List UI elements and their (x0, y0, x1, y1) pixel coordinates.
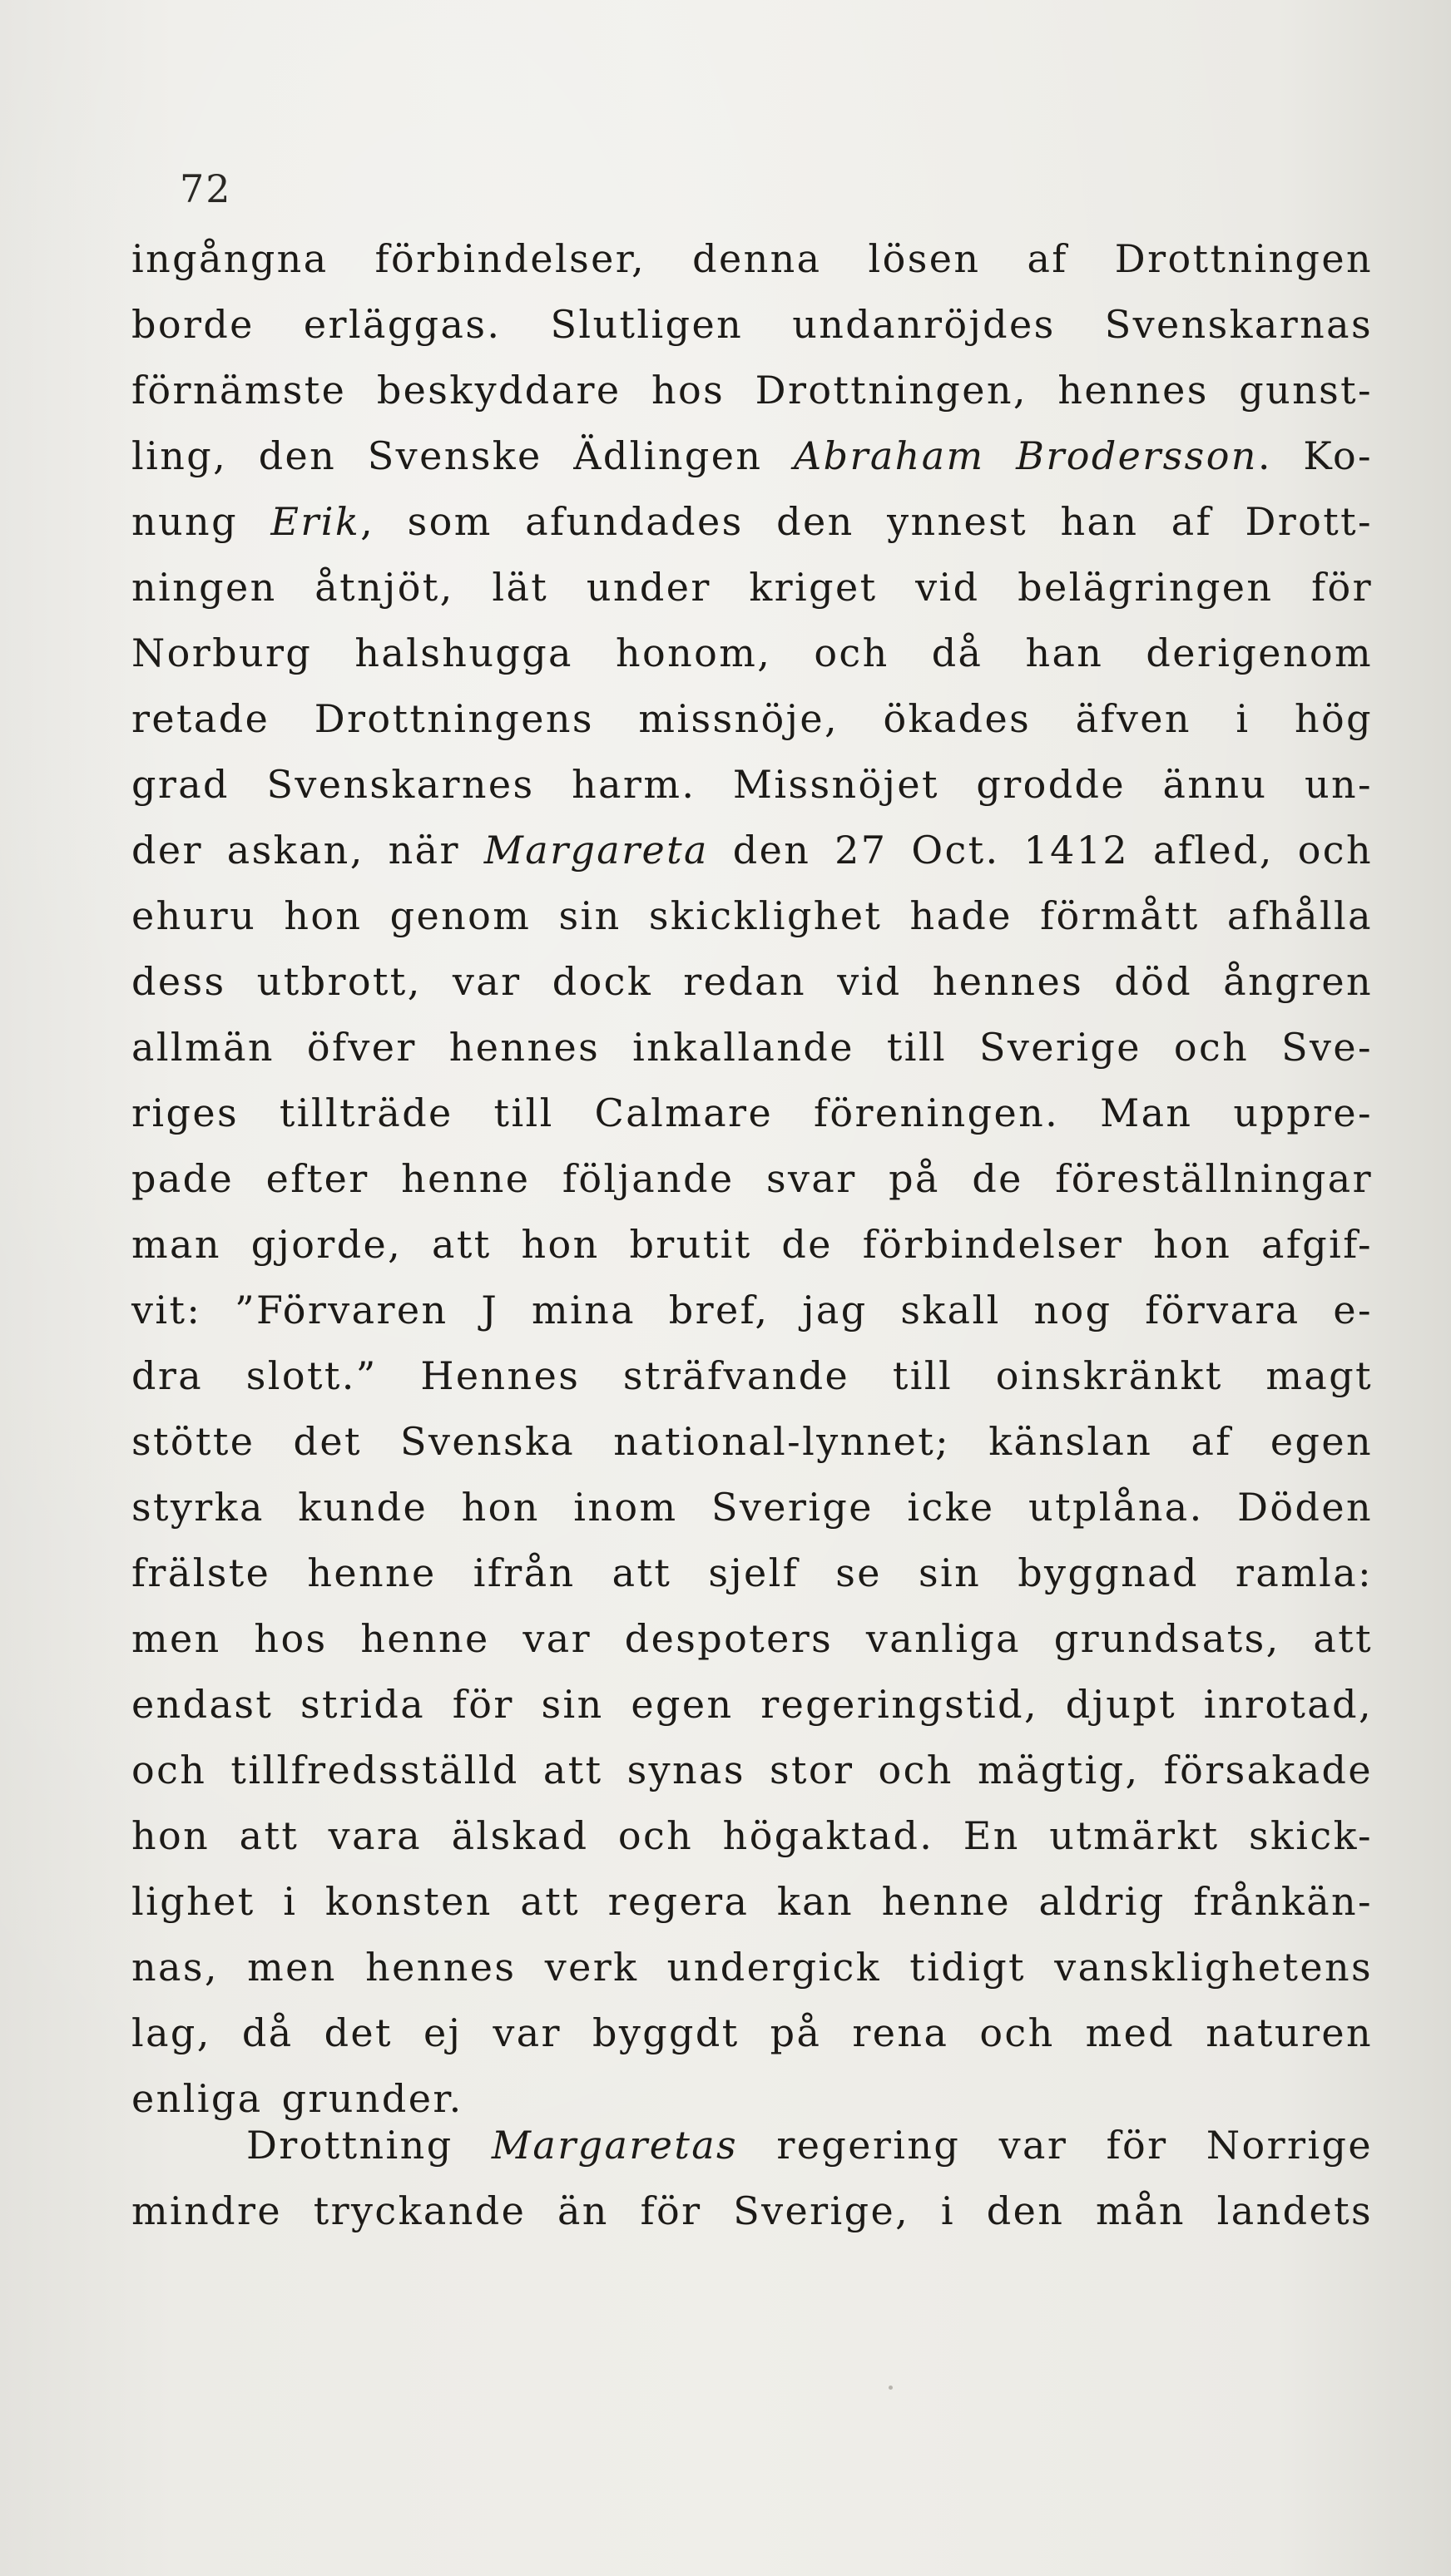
text-line: endast strida för sin egen regeringstid, djupt inrotad, (131, 1682, 1373, 1727)
page-number: 72 (180, 166, 232, 211)
text-line: grad Svenskarnes harm. Missnöjet grodde ännu un- (131, 762, 1373, 807)
text-line: retade Drottningens missnöje, ökades äfven i hög (131, 696, 1373, 741)
text-line: nas, men hennes verk undergick tidigt vansklighetens (131, 1945, 1373, 1990)
text-line: frälste henne ifrån att sjelf se sin byggnad ramla: (131, 1550, 1373, 1595)
text-line: Drottning Margaretas regering var för Norrige (246, 2123, 1373, 2168)
text-line: der askan, när Margareta den 27 Oct. 1412 afled, och (131, 828, 1373, 873)
person-name: Margareta (483, 828, 709, 873)
paper-speck (889, 2386, 893, 2390)
text-line: stötte det Svenska national-lynnet; känslan af egen (131, 1419, 1373, 1464)
text-line: allmän öfver hennes inkallande till Sverige och Sve- (131, 1025, 1373, 1070)
text-line: lighet i konsten att regera kan henne aldrig frånkän- (131, 1879, 1373, 1924)
text-line: man gjorde, att hon brutit de förbindelser hon afgif- (131, 1222, 1373, 1267)
text-line: dess utbrott, var dock redan vid hennes död ångren (131, 959, 1373, 1004)
text-line: ningen åtnjöt, lät under kriget vid belägringen för (131, 565, 1373, 610)
text-line: styrka kunde hon inom Sverige icke utplåna. Döden (131, 1485, 1373, 1530)
text-line: enliga grunder. (131, 2076, 463, 2121)
text-line: riges tillträde till Calmare föreningen. Man uppre- (131, 1090, 1373, 1135)
text-line: ingångna förbindelser, denna lösen af Drottningen (131, 236, 1373, 281)
text-line: ling, den Svenske Ädlingen Abraham Brodersson. Ko- (131, 433, 1373, 478)
text-line: borde erläggas. Slutligen undanröjdes Svenskarnas (131, 302, 1373, 347)
text-line: nung Erik, som afundades den ynnest han af Drott- (131, 499, 1373, 544)
text-line: men hos henne var despoters vanliga grundsats, att (131, 1616, 1373, 1661)
text-line: Norburg halshugga honom, och då han derigenom (131, 630, 1373, 675)
text-line: och tillfredsställd att synas stor och mägtig, försakade (131, 1748, 1373, 1792)
text-line: lag, då det ej var byggdt på rena och med naturen (131, 2010, 1373, 2055)
text-line: vit: ”Förvaren J mina bref, jag skall nog förvara e- (131, 1288, 1373, 1332)
text-line: ehuru hon genom sin skicklighet hade förmått afhålla (131, 893, 1373, 938)
person-name: Margaretas (491, 2123, 739, 2168)
person-name: Erik (270, 499, 361, 544)
text-line: hon att vara älskad och högaktad. En utmärkt skick- (131, 1813, 1373, 1858)
paragraph-2 (131, 2113, 1373, 2244)
text-line: dra slott.” Hennes sträfvande till oinskränkt magt (131, 1353, 1373, 1398)
paragraph-1 (131, 226, 1373, 2132)
person-name: Abraham Brodersson (794, 433, 1258, 478)
text-line: förnämste beskyddare hos Drottningen, hennes gunst- (131, 368, 1373, 413)
text-line: pade efter henne följande svar på de föreställningar (131, 1156, 1373, 1201)
text-line: mindre tryckande än för Sverige, i den mån landets (131, 2188, 1373, 2233)
